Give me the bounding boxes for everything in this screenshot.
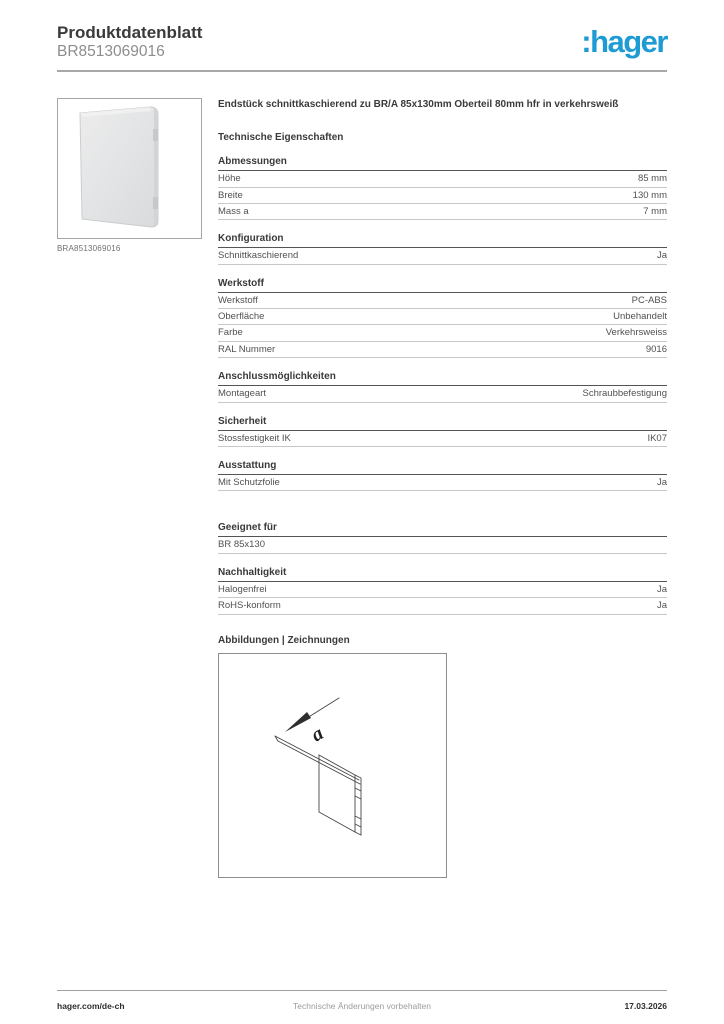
- section-anschlussmoeglichkeiten: [218, 371, 667, 402]
- spec-value: 130 mm: [632, 189, 667, 201]
- spec-label: Oberfläche: [218, 311, 265, 323]
- page-header: [0, 0, 724, 61]
- spec-label: Werkstoff: [218, 294, 258, 306]
- spec-row: [218, 537, 667, 553]
- spec-label: Breite: [218, 189, 243, 201]
- section-geeignet-fuer: [218, 522, 667, 553]
- drawings-heading: Abbildungen | Zeichnungen: [218, 634, 350, 646]
- spec-row: [218, 598, 667, 614]
- spec-label: RAL Nummer: [218, 343, 276, 355]
- spec-value: Ja: [656, 477, 667, 489]
- spec-value: Verkehrsweiss: [605, 327, 667, 339]
- section-heading: Sicherheit: [218, 416, 667, 431]
- spec-label: Farbe: [218, 327, 243, 339]
- section-konfiguration: [218, 233, 667, 264]
- specs-column: [218, 98, 667, 877]
- tech-properties-heading: Technische Eigenschaften: [218, 132, 344, 144]
- spec-value: Ja: [656, 250, 667, 262]
- product-image: [57, 98, 202, 239]
- footer-disclaimer: Technische Änderungen vorbehalten: [293, 1001, 431, 1011]
- spec-value: 9016: [645, 343, 667, 355]
- product-photo-endcap: [58, 99, 201, 238]
- spec-row: [218, 475, 667, 491]
- section-heading: Konfiguration: [218, 233, 667, 248]
- spec-value: Ja: [656, 583, 667, 595]
- page-footer: [57, 990, 667, 1011]
- spec-row: [218, 248, 667, 264]
- section-sicherheit: [218, 416, 667, 447]
- spec-value: 7 mm: [643, 205, 667, 217]
- section-heading: Werkstoff: [218, 278, 667, 293]
- section-heading: Anschlussmöglichkeiten: [218, 371, 667, 386]
- spec-row: [218, 309, 667, 325]
- spec-row: [218, 204, 667, 220]
- product-title: Endstück schnittkaschierend zu BR/A 85x130mm Oberteil 80mm hfr in verkehrsweiß: [218, 99, 619, 111]
- spec-label: BR 85x130: [218, 539, 266, 551]
- spec-row: [218, 431, 667, 447]
- dimension-drawing-endcap: [219, 654, 446, 877]
- dimension-arrow-icon: [285, 712, 311, 732]
- spec-row: [218, 188, 667, 204]
- spec-value: Ja: [656, 600, 667, 612]
- spec-row: [218, 386, 667, 402]
- spec-label: Halogenfrei: [218, 583, 267, 595]
- spec-value: PC-ABS: [631, 294, 667, 306]
- section-heading: Ausstattung: [218, 460, 667, 475]
- section-abmessungen: [218, 156, 667, 220]
- spec-row: [218, 325, 667, 341]
- document-type-title: Produktdatenblatt: [57, 23, 203, 42]
- spec-label: Höhe: [218, 173, 241, 185]
- spec-value: Unbehandelt: [613, 311, 667, 323]
- spec-row: [218, 582, 667, 598]
- spec-label: Schnittkaschierend: [218, 250, 299, 262]
- section-nachhaltigkeit: [218, 567, 667, 615]
- spec-value: Schraubbefestigung: [582, 388, 667, 400]
- dimension-label-a: a: [307, 721, 328, 746]
- spec-label: Stossfestigkeit IK: [218, 432, 291, 444]
- technical-drawing: [218, 653, 447, 878]
- spec-value: 85 mm: [637, 173, 667, 185]
- footer-date: 17.03.2026: [624, 1001, 667, 1011]
- product-image-column: [57, 98, 202, 877]
- footer-website-link[interactable]: hager.com/de-ch: [57, 1001, 125, 1011]
- spec-label: Mit Schutzfolie: [218, 477, 280, 489]
- section-werkstoff: [218, 278, 667, 359]
- spec-value: IK07: [647, 432, 667, 444]
- header-titles: [57, 23, 202, 61]
- section-heading: Nachhaltigkeit: [218, 567, 667, 582]
- main-content: [0, 72, 724, 877]
- section-heading: Abmessungen: [218, 156, 667, 171]
- section-ausstattung: [218, 460, 667, 491]
- section-heading: Geeignet für: [218, 522, 667, 537]
- product-image-caption: BRA8513069016: [57, 244, 121, 254]
- spec-label: RoHS-konform: [218, 600, 281, 612]
- footer-row: [57, 991, 667, 1011]
- spec-row: [218, 293, 667, 309]
- spec-row: [218, 171, 667, 187]
- hager-logo: :hager: [581, 24, 667, 59]
- spec-row: [218, 342, 667, 358]
- product-code: BR8513069016: [57, 42, 165, 60]
- spec-label: Montageart: [218, 388, 267, 400]
- spec-label: Mass a: [218, 205, 249, 217]
